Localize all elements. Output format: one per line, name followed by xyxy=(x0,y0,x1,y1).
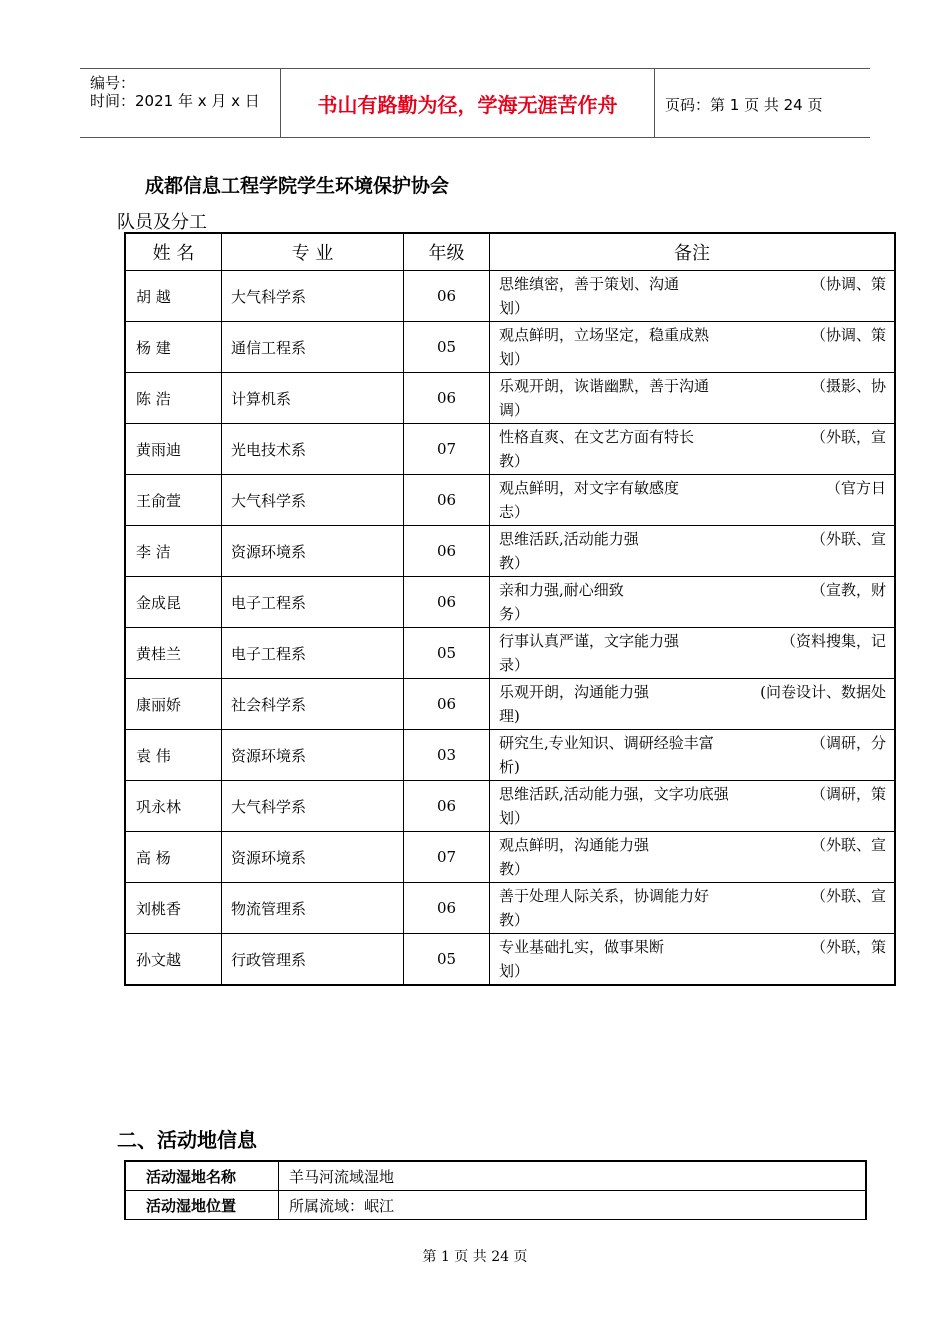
note-role: （外联，宣 xyxy=(810,428,886,446)
header-meta xyxy=(80,69,281,137)
note-role: （外联、宣 xyxy=(810,887,886,905)
member-note xyxy=(490,424,896,475)
table-row xyxy=(125,832,895,883)
member-name: 巩永林 xyxy=(125,781,222,832)
member-grade: 06 xyxy=(404,475,490,526)
table-row xyxy=(125,424,895,475)
note-text: 乐观开朗，沟通能力强 xyxy=(499,683,650,701)
site-name-label: 活动湿地名称 xyxy=(125,1161,279,1191)
table-row xyxy=(125,271,895,322)
member-major: 计算机系 xyxy=(222,373,404,424)
number-label: 编号： xyxy=(90,74,136,92)
note-role-cont: 志） xyxy=(499,503,530,521)
header-major: 专 业 xyxy=(222,233,404,271)
member-note xyxy=(490,781,896,832)
table-row xyxy=(125,781,895,832)
member-note xyxy=(490,730,896,781)
note-role: （外联、宣 xyxy=(810,530,886,548)
member-note xyxy=(490,322,896,373)
table-row xyxy=(125,934,895,986)
member-note xyxy=(490,475,896,526)
note-line xyxy=(499,272,886,296)
table-row xyxy=(125,883,895,934)
note-line xyxy=(499,935,886,959)
note-text: 行事认真严谨，文字能力强 xyxy=(499,632,680,650)
member-note xyxy=(490,679,896,730)
member-major: 社会科学系 xyxy=(222,679,404,730)
member-name: 黄桂兰 xyxy=(125,628,222,679)
note-role-cont: 划） xyxy=(499,350,530,368)
section1-title: 队员及分工 xyxy=(117,212,207,233)
note-text: 观点鲜明，沟通能力强 xyxy=(499,836,650,854)
note-role: （调研，策 xyxy=(810,785,886,803)
note-text: 观点鲜明，立场坚定，稳重成熟 xyxy=(499,326,710,344)
table-row xyxy=(125,730,895,781)
table-row xyxy=(125,1191,866,1220)
note-line xyxy=(499,782,886,806)
note-role-cont: 划） xyxy=(499,809,530,827)
note-text: 观点鲜明，对文字有敏感度 xyxy=(499,479,680,497)
member-grade: 05 xyxy=(404,628,490,679)
member-grade: 06 xyxy=(404,577,490,628)
note-line xyxy=(499,680,886,704)
note-role-cont: 理) xyxy=(499,707,520,725)
member-grade: 06 xyxy=(404,526,490,577)
header-note: 备注 xyxy=(490,233,896,271)
note-line xyxy=(499,629,886,653)
member-major: 物流管理系 xyxy=(222,883,404,934)
table-row xyxy=(125,526,895,577)
table-row xyxy=(125,1161,866,1191)
note-text: 亲和力强,耐心细致 xyxy=(499,581,624,599)
member-grade: 06 xyxy=(404,373,490,424)
page-footer: 第 1 页 共 24 页 xyxy=(422,1249,528,1265)
note-role-cont: 教） xyxy=(499,860,530,878)
member-grade: 06 xyxy=(404,271,490,322)
member-grade: 05 xyxy=(404,934,490,986)
member-major: 光电技术系 xyxy=(222,424,404,475)
note-role: （外联、宣 xyxy=(810,836,886,854)
note-role-cont: 教） xyxy=(499,911,530,929)
member-name: 王俞萱 xyxy=(125,475,222,526)
site-table xyxy=(124,1160,867,1220)
note-line xyxy=(499,425,886,449)
member-grade: 07 xyxy=(404,832,490,883)
member-note xyxy=(490,577,896,628)
note-role-cont: 调） xyxy=(499,401,530,419)
table-row xyxy=(125,628,895,679)
member-name: 李 洁 xyxy=(125,526,222,577)
table-row xyxy=(125,577,895,628)
note-line xyxy=(499,476,886,500)
note-role: （外联，策 xyxy=(810,938,886,956)
note-text: 研究生,专业知识、调研经验丰富 xyxy=(499,734,714,752)
member-grade: 06 xyxy=(404,679,490,730)
header-page-info: 页码：第 1 页 共 24 页 xyxy=(665,96,823,114)
member-major: 大气科学系 xyxy=(222,475,404,526)
note-line xyxy=(499,323,886,347)
member-note xyxy=(490,526,896,577)
note-role: （协调、策 xyxy=(810,326,886,344)
members-table-body xyxy=(125,271,895,986)
note-role-cont: 务） xyxy=(499,605,530,623)
note-role: （调研，分 xyxy=(810,734,886,752)
site-location-value: 所属流域：岷江 xyxy=(279,1191,867,1220)
note-role: （官方日 xyxy=(825,479,886,497)
note-text: 性格直爽、在文艺方面有特长 xyxy=(499,428,695,446)
note-role-cont: 录） xyxy=(499,656,530,674)
member-name: 袁 伟 xyxy=(125,730,222,781)
member-grade: 06 xyxy=(404,883,490,934)
header-motto: 书山有路勤为径，学海无涯苦作舟 xyxy=(281,69,655,137)
note-role: （宣教，财 xyxy=(810,581,886,599)
note-role-cont: 析) xyxy=(499,758,520,776)
note-text: 思维缜密，善于策划、沟通 xyxy=(499,275,680,293)
note-line xyxy=(499,884,886,908)
table-row xyxy=(125,373,895,424)
note-role: (问卷设计、数据处 xyxy=(760,683,886,701)
member-note xyxy=(490,832,896,883)
section2-title: 二、活动地信息 xyxy=(117,1128,257,1152)
member-name: 康丽娇 xyxy=(125,679,222,730)
note-role: （资料搜集，记 xyxy=(780,632,886,650)
member-name: 孙文越 xyxy=(125,934,222,986)
member-name: 高 杨 xyxy=(125,832,222,883)
member-grade: 03 xyxy=(404,730,490,781)
note-text: 善于处理人际关系，协调能力好 xyxy=(499,887,710,905)
site-location-label: 活动湿地位置 xyxy=(125,1191,279,1220)
member-name: 陈 浩 xyxy=(125,373,222,424)
note-role-cont: 教） xyxy=(499,452,530,470)
member-major: 资源环境系 xyxy=(222,832,404,883)
member-note xyxy=(490,373,896,424)
page-header xyxy=(80,68,870,138)
member-major: 通信工程系 xyxy=(222,322,404,373)
note-line xyxy=(499,578,886,602)
note-line xyxy=(499,374,886,398)
member-grade: 05 xyxy=(404,322,490,373)
note-text: 乐观开朗，诙谐幽默，善于沟通 xyxy=(499,377,710,395)
note-role: （摄影、协 xyxy=(810,377,886,395)
note-text: 思维活跃,活动能力强，文字功底强 xyxy=(499,785,729,803)
site-name-value: 羊马河流域湿地 xyxy=(279,1161,867,1191)
member-major: 电子工程系 xyxy=(222,577,404,628)
note-text: 专业基础扎实，做事果断 xyxy=(499,938,665,956)
member-major: 电子工程系 xyxy=(222,628,404,679)
member-name: 刘桃香 xyxy=(125,883,222,934)
member-major: 行政管理系 xyxy=(222,934,404,986)
note-line xyxy=(499,731,886,755)
member-note xyxy=(490,934,896,986)
note-line xyxy=(499,527,886,551)
note-role-cont: 划） xyxy=(499,962,530,980)
member-major: 大气科学系 xyxy=(222,781,404,832)
member-name: 黄雨迪 xyxy=(125,424,222,475)
org-title: 成都信息工程学院学生环境保护协会 xyxy=(145,175,450,197)
member-major: 大气科学系 xyxy=(222,271,404,322)
member-note xyxy=(490,271,896,322)
note-role: （协调、策 xyxy=(810,275,886,293)
member-grade: 07 xyxy=(404,424,490,475)
member-name: 金成昆 xyxy=(125,577,222,628)
member-note xyxy=(490,883,896,934)
member-major: 资源环境系 xyxy=(222,526,404,577)
member-note xyxy=(490,628,896,679)
header-name: 姓 名 xyxy=(125,233,222,271)
table-row xyxy=(125,679,895,730)
note-role-cont: 划） xyxy=(499,299,530,317)
table-row xyxy=(125,322,895,373)
member-name: 杨 建 xyxy=(125,322,222,373)
members-table-header xyxy=(125,233,895,271)
note-line xyxy=(499,833,886,857)
member-major: 资源环境系 xyxy=(222,730,404,781)
member-name: 胡 越 xyxy=(125,271,222,322)
note-role-cont: 教） xyxy=(499,554,530,572)
note-text: 思维活跃,活动能力强 xyxy=(499,530,639,548)
members-table xyxy=(124,232,896,986)
table-row xyxy=(125,475,895,526)
member-grade: 06 xyxy=(404,781,490,832)
time-label: 时间：2021 年 x 月 x 日 xyxy=(90,92,260,110)
header-grade: 年级 xyxy=(404,233,490,271)
